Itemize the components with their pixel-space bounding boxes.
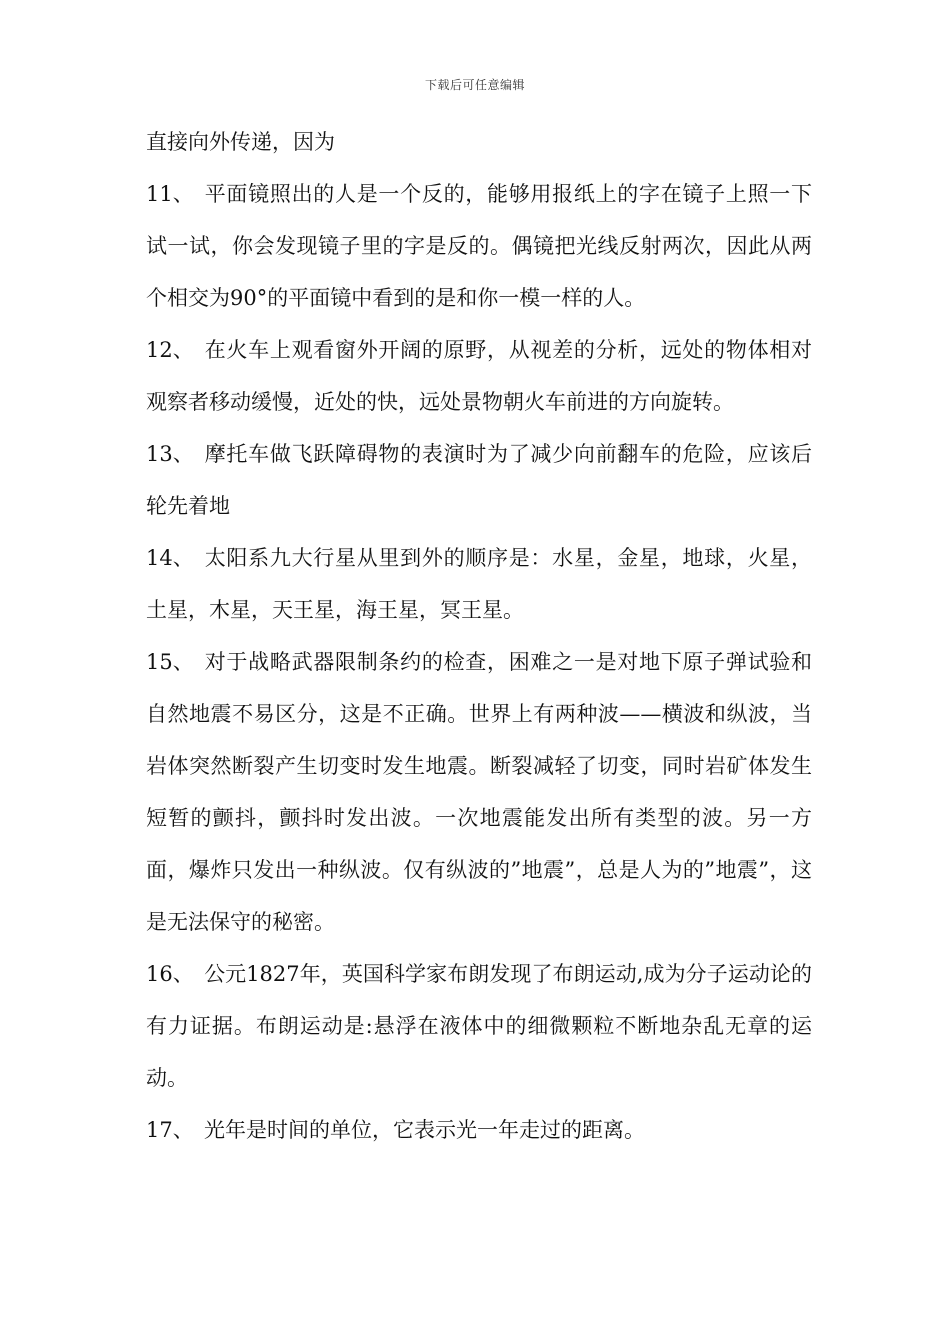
page-header: 下载后可任意编辑 <box>424 78 525 92</box>
item-number: 14、 <box>146 546 194 570</box>
item-number: 11、 <box>146 182 194 206</box>
paragraph-continuation <box>146 116 812 168</box>
item-number: 13、 <box>146 442 194 466</box>
item-number: 17、 <box>146 1118 194 1142</box>
paragraph-text: 直接向外传递，因为 <box>146 130 335 154</box>
paragraph-item-12 <box>146 324 812 428</box>
paragraph-item-13 <box>146 428 812 532</box>
paragraph-item-15 <box>146 636 812 948</box>
item-number: 15、 <box>146 650 194 674</box>
paragraph-text: 公元1827年，英国科学家布朗发现了布朗运动,成为分子运动论的有力证据。布朗运动是:悬浮在液体中的细微颗粒不断地杂乱无章的运动。 <box>146 962 812 1090</box>
paragraph-text: 平面镜照出的人是一个反的，能够用报纸上的字在镜子上照一下试一试，你会发现镜子里的字是反的。偶镜把光线反射两次，因此从两个相交为90°的平面镜中看到的是和你一模一样的人。 <box>146 182 812 310</box>
paragraph-text: 对于战略武器限制条约的检查，困难之一是对地下原子弹试验和自然地震不易区分，这是不正确。世界上有两种波——横波和纵波，当岩体突然断裂产生切变时发生地震。断裂减轻了切变，同时岩矿体发生短暂的颤抖，颤抖时发出波。一次地震能发出所有类型的波。另一方面，爆炸只发出一种纵波。仅有纵波的”地震”，总是人为的”地震”，这是无法保守的秘密。 <box>146 650 812 934</box>
paragraph-item-17 <box>146 1104 812 1156</box>
paragraph-item-16 <box>146 948 812 1104</box>
paragraph-item-11 <box>146 168 812 324</box>
paragraph-text: 光年是时间的单位，它表示光一年走过的距离。 <box>204 1118 645 1142</box>
paragraph-text: 太阳系九大行星从里到外的顺序是：水星，金星，地球，火星，土星，木星，天王星，海王星，冥王星。 <box>146 546 812 622</box>
item-number: 16、 <box>146 962 194 986</box>
paragraph-text: 在火车上观看窗外开阔的原野，从视差的分析，远处的物体相对观察者移动缓慢，近处的快，远处景物朝火车前进的方向旋转。 <box>146 338 812 414</box>
item-number: 12、 <box>146 338 194 362</box>
document-body <box>146 116 812 1156</box>
paragraph-item-14 <box>146 532 812 636</box>
paragraph-text: 摩托车做飞跃障碍物的表演时为了减少向前翻车的危险，应该后轮先着地 <box>146 442 812 518</box>
